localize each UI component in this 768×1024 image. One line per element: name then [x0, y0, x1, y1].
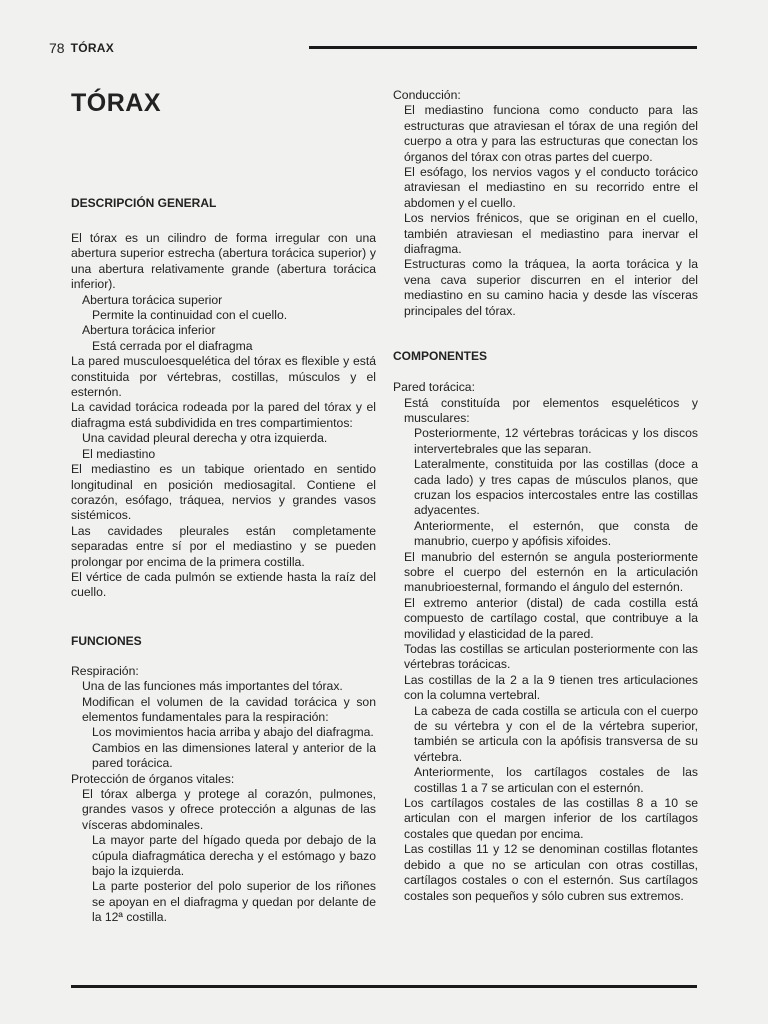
left-column: [71, 76, 376, 926]
paragraph: Respiración:: [71, 663, 139, 678]
paragraph: El mediastino funciona como conducto para las estructuras que atraviesan el tórax de una región del cuerpo a otra y para las estructuras que conectan los órganos del tórax con otras partes del cuerpo.: [404, 103, 698, 164]
paragraph: Permite la continuidad con el cuello.: [92, 308, 288, 323]
paragraph: Todas las costillas se articulan posteriormente con las vértebras torácicas.: [404, 642, 698, 672]
right-column: [393, 88, 698, 904]
paragraph: Abertura torácica inferior: [82, 323, 216, 338]
paragraph: Una de las funciones más importantes del tórax.: [82, 679, 343, 694]
paragraph: La pared musculoesquelética del tórax es flexible y está constituida por vértebras, costillas, músculos y el esternón.: [71, 354, 376, 400]
paragraph: Posteriormente, 12 vértebras torácicas y los discos intervertebrales que las separan.: [414, 426, 698, 456]
paragraph: La cavidad torácica rodeada por la pared del tórax y el diafragma está subdividida en tres compartimientos:: [71, 400, 376, 430]
chapter-title: TÓRAX: [71, 89, 161, 117]
section-heading-funciones: FUNCIONES: [71, 633, 142, 648]
paragraph: Protección de órganos vitales:: [71, 771, 235, 786]
paragraph: Conducción:: [393, 88, 461, 102]
paragraph: Anteriormente, el esternón, que consta de manubrio, cuerpo y apófisis xifoides.: [414, 518, 698, 549]
paragraph: Una cavidad pleural derecha y otra izquierda.: [82, 431, 328, 446]
paragraph: Las cavidades pleurales están completamente separadas entre sí por el mediastino y se pueden prolongar por encima de la primera costilla.: [71, 523, 376, 569]
header-rule: [309, 46, 697, 49]
footer-rule: [71, 985, 697, 988]
paragraph: Abertura torácica superior: [82, 292, 223, 307]
paragraph: Pared torácica:: [393, 380, 475, 395]
page-number: 78: [49, 40, 65, 56]
paragraph: El esófago, los nervios vagos y el conducto torácico atraviesan el mediastino en su recorrido entre el abdomen y el cuello.: [404, 165, 698, 210]
paragraph: El tórax alberga y protege al corazón, pulmones, grandes vasos y ofrece protección a algunas de las vísceras abdominales.: [82, 787, 376, 832]
paragraph: Lateralmente, constituida por las costillas (doce a cada lado) y tres capas de músculos planos, que cruzan los espacios intercostales entre las costillas adyacentes.: [414, 457, 698, 518]
paragraph: El tórax es un cilindro de forma irregular con una abertura superior estrecha (abertura torácica superior) y una abertura relativamente grande (abertura torácica inferior).: [71, 231, 376, 292]
paragraph: El vértice de cada pulmón se extiende hasta la raíz del cuello.: [71, 569, 376, 600]
section-heading-descripcion: DESCRIPCIÓN GENERAL: [71, 196, 217, 210]
paragraph: Las costillas de la 2 a la 9 tienen tres articulaciones con la columna vertebral.: [404, 672, 698, 703]
paragraph: Las costillas 11 y 12 se denominan costillas flotantes debido a que no se articulan con otras costillas, cartílagos costales o con el esternón. Sus cartílagos costales son pequeños y sólo cubren sus extremos.: [404, 842, 698, 903]
paragraph: La cabeza de cada costilla se articula con el cuerpo de su vértebra y con el de la vértebra superior, también se articula con la apófisis transversa de su vértebra.: [414, 703, 698, 764]
paragraph: La mayor parte del hígado queda por debajo de la cúpula diafragmática derecha y el estómago y bazo bajo la izquierda.: [92, 833, 376, 879]
paragraph: El mediastino es un tabique orientado en sentido longitudinal en posición mediosagital. Contiene el corazón, esófago, tráquea, nervios y grandes vasos sistémicos.: [71, 462, 376, 523]
paragraph: Está constituída por elementos esqueléticos y musculares:: [404, 395, 698, 425]
paragraph: Los nervios frénicos, que se originan en el cuello, también atraviesan el mediastino para inervar el diafragma.: [404, 211, 698, 257]
paragraph: Los cartílagos costales de las costillas 8 a 10 se articulan con el margen inferior de los cartílagos costales que quedan por encima.: [404, 796, 698, 841]
paragraph: El extremo anterior (distal) de cada costilla está compuesto de cartílago costal, que contribuye a la movilidad y elasticidad de la pared.: [404, 595, 698, 641]
paragraph: Modifican el volumen de la cavidad torácica y son elementos fundamentales para la respiración:: [82, 694, 376, 724]
running-title: TÓRAX: [70, 41, 115, 55]
paragraph: La parte posterior del polo superior de los riñones se apoyan en el diafragma y quedan por delante de la 12ª costilla.: [92, 879, 376, 925]
paragraph: Anteriormente, los cartílagos costales de las costillas 1 a 7 se articulan con el esternón.: [414, 765, 698, 795]
paragraph: Cambios en las dimensiones lateral y anterior de la pared torácica.: [92, 740, 376, 771]
paragraph: Estructuras como la tráquea, la aorta torácica y la vena cava superior discurren en el interior del mediastino en su camino hacia y desde las vísceras principales del tórax.: [404, 257, 698, 318]
paragraph: El manubrio del esternón se angula posteriormente sobre el cuerpo del esternón en la articulación manubrioesternal, formando el ángulo del esternón.: [404, 549, 698, 595]
section-heading-componentes: COMPONENTES: [393, 349, 488, 364]
paragraph: El mediastino: [82, 446, 156, 461]
paragraph: Los movimientos hacia arriba y abajo del diafragma.: [92, 725, 374, 740]
paragraph: Está cerrada por el diafragma: [92, 338, 253, 353]
